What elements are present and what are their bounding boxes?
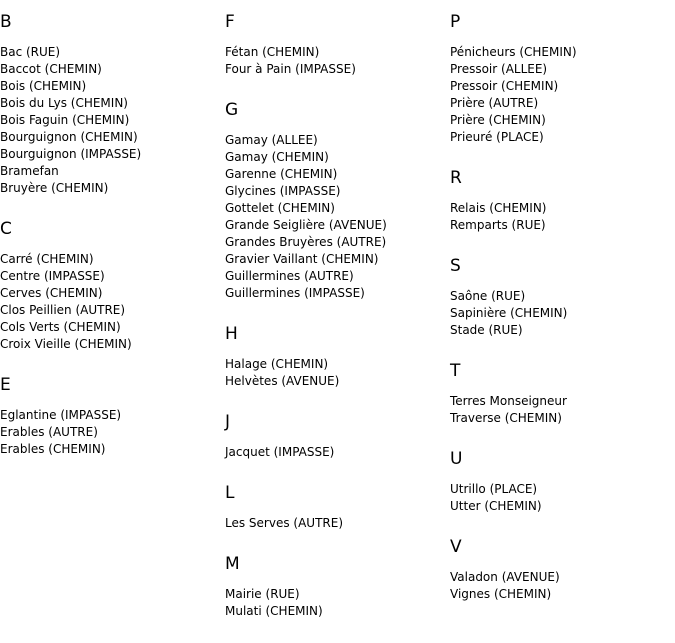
section-letter-heading: M: [225, 554, 240, 574]
street-name: Bourguignon (IMPASSE): [0, 147, 142, 161]
street-name: Mulati (CHEMIN): [225, 604, 323, 618]
street-name: Bois (CHEMIN): [0, 79, 87, 93]
section-letter-heading: H: [225, 324, 238, 344]
street-name: Valadon (AVENUE): [450, 570, 560, 584]
street-name: Stade (RUE): [450, 323, 523, 337]
street-name: Baccot (CHEMIN): [0, 62, 102, 76]
section-letter-heading: F: [225, 12, 235, 32]
letter-section: [450, 10, 672, 146]
street-list: [225, 356, 447, 390]
street-name: Prière (AUTRE): [450, 96, 539, 110]
index-column-1: [0, 10, 222, 478]
street-name: Saône (RUE): [450, 289, 526, 303]
street-name: Croix Vieille (CHEMIN): [0, 337, 132, 351]
street-list: [450, 44, 672, 146]
street-name: Prière (CHEMIN): [450, 113, 546, 127]
letter-section: [0, 217, 222, 353]
street-name: Cerves (CHEMIN): [0, 286, 103, 300]
street-name: Les Serves (AUTRE): [225, 516, 344, 530]
street-name: Prieuré (PLACE): [450, 130, 544, 144]
street-list: [450, 393, 672, 427]
street-name: Sapinière (CHEMIN): [450, 306, 568, 320]
street-name: Fétan (CHEMIN): [225, 45, 320, 59]
street-name: Bramefan: [0, 164, 59, 178]
section-letter-heading: V: [450, 537, 462, 557]
street-name: Bruyère (CHEMIN): [0, 181, 109, 195]
street-list: [0, 407, 222, 458]
letter-section: [225, 481, 447, 532]
section-letter-heading: B: [0, 12, 12, 32]
street-name: Gamay (CHEMIN): [225, 150, 329, 164]
letter-section: [225, 10, 447, 78]
street-list: [0, 44, 222, 197]
street-list: [225, 444, 447, 461]
street-list: [225, 44, 447, 78]
street-name: Erables (CHEMIN): [0, 442, 106, 456]
section-letter-heading: G: [225, 100, 239, 120]
street-name: Bac (RUE): [0, 45, 61, 59]
section-letter-heading: S: [450, 256, 461, 276]
letter-section: [450, 359, 672, 427]
street-name: Cols Verts (CHEMIN): [0, 320, 121, 334]
street-name: Relais (CHEMIN): [450, 201, 547, 215]
section-letter-heading: L: [225, 483, 235, 503]
street-name: Glycines (IMPASSE): [225, 184, 341, 198]
section-letter-heading: U: [450, 449, 463, 469]
street-name: Mairie (RUE): [225, 587, 300, 601]
street-name: Guillermines (AUTRE): [225, 269, 354, 283]
street-name: Four à Pain (IMPASSE): [225, 62, 356, 76]
street-name: Grande Seiglière (AVENUE): [225, 218, 387, 232]
section-letter-heading: P: [450, 12, 461, 32]
street-name: Eglantine (IMPASSE): [0, 408, 122, 422]
street-name: Garenne (CHEMIN): [225, 167, 338, 181]
street-name: Remparts (RUE): [450, 218, 546, 232]
street-name: Gravier Vaillant (CHEMIN): [225, 252, 379, 266]
street-name: Clos Peillien (AUTRE): [0, 303, 126, 317]
street-name: Bois Faguin (CHEMIN): [0, 113, 130, 127]
street-list: [450, 200, 672, 234]
street-name: Halage (CHEMIN): [225, 357, 329, 371]
section-letter-heading: T: [450, 361, 461, 381]
street-name: Vignes (CHEMIN): [450, 587, 552, 601]
index-column-3: [450, 10, 672, 623]
street-name: Gottelet (CHEMIN): [225, 201, 335, 215]
street-list: [225, 515, 447, 532]
street-name: Grandes Bruyères (AUTRE): [225, 235, 387, 249]
section-letter-heading: R: [450, 168, 462, 188]
street-name: Pressoir (ALLEE): [450, 62, 548, 76]
street-list: [0, 251, 222, 353]
street-name: Bourguignon (CHEMIN): [0, 130, 138, 144]
street-name: Guillermines (IMPASSE): [225, 286, 365, 300]
street-name: Carré (CHEMIN): [0, 252, 94, 266]
street-name: Traverse (CHEMIN): [450, 411, 562, 425]
street-list: [450, 481, 672, 515]
street-list: [225, 586, 447, 620]
street-name: Helvètes (AVENUE): [225, 374, 340, 388]
index-column-2: [225, 10, 447, 640]
street-name: Centre (IMPASSE): [0, 269, 105, 283]
section-letter-heading: C: [0, 219, 12, 239]
letter-section: [225, 322, 447, 390]
street-name: Utter (CHEMIN): [450, 499, 542, 513]
street-list: [225, 132, 447, 302]
letter-section: [450, 447, 672, 515]
street-name: Pressoir (CHEMIN): [450, 79, 559, 93]
section-letter-heading: J: [225, 412, 231, 432]
letter-section: [225, 410, 447, 461]
street-list: [450, 288, 672, 339]
letter-section: [0, 10, 222, 197]
street-name: Terres Monseigneur: [450, 394, 567, 408]
letter-section: [450, 166, 672, 234]
street-name: Bois du Lys (CHEMIN): [0, 96, 128, 110]
letter-section: [225, 552, 447, 620]
street-name: Utrillo (PLACE): [450, 482, 538, 496]
letter-section: [450, 535, 672, 603]
letter-section: [0, 373, 222, 458]
letter-section: [450, 254, 672, 339]
street-list: [450, 569, 672, 603]
letter-section: [225, 98, 447, 302]
street-name: Pénicheurs (CHEMIN): [450, 45, 577, 59]
section-letter-heading: E: [0, 375, 11, 395]
street-name: Jacquet (IMPASSE): [225, 445, 335, 459]
street-name: Gamay (ALLEE): [225, 133, 318, 147]
street-name: Erables (AUTRE): [0, 425, 98, 439]
